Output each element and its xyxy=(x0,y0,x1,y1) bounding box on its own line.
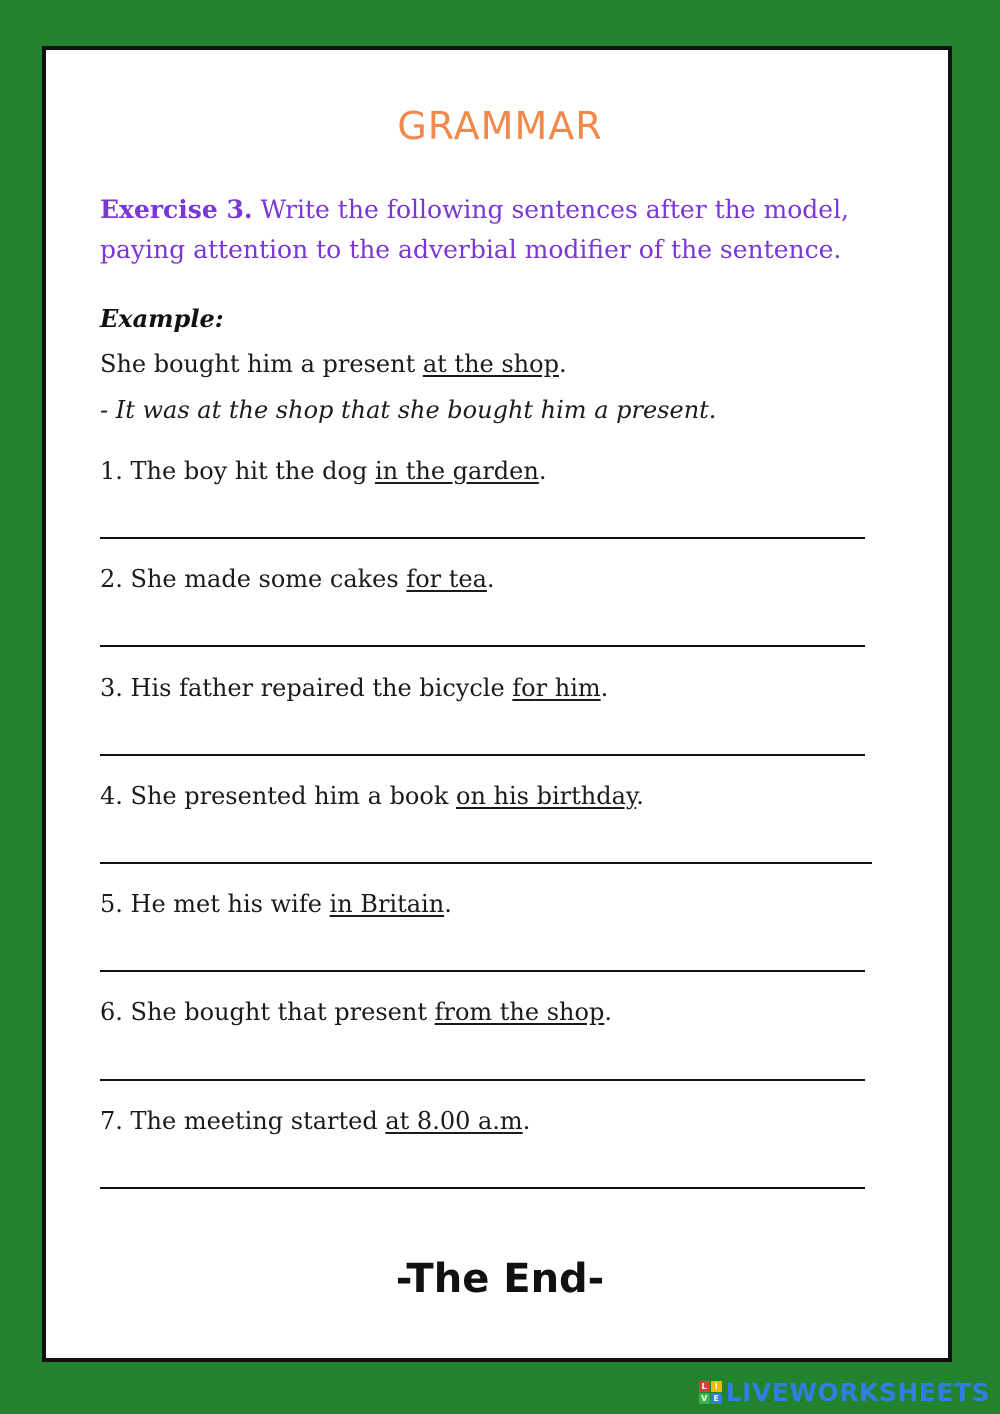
the-end-footer: -The End- xyxy=(395,1256,605,1302)
exercise-item-6: 6. She bought that present from the shop. xyxy=(100,998,612,1026)
liveworksheets-logo-icon: L I V E xyxy=(699,1381,722,1404)
underlined-phrase: for tea xyxy=(406,565,487,593)
answer-line-3[interactable] xyxy=(100,754,865,756)
underlined-phrase: in the garden xyxy=(374,457,539,485)
exercise-item-4: 4. She presented him a book on his birthday. xyxy=(100,782,644,810)
exercise-label: Exercise 3. xyxy=(100,195,253,224)
underlined-phrase: on his birthday xyxy=(456,782,637,810)
example-underlined-phrase: at the shop xyxy=(422,350,559,378)
answer-line-4[interactable] xyxy=(100,862,872,864)
exercise-item-2: 2. She made some cakes for tea. xyxy=(100,565,495,593)
answer-line-5[interactable] xyxy=(100,970,865,972)
answer-line-2[interactable] xyxy=(100,645,865,647)
answer-line-1[interactable] xyxy=(100,537,865,539)
exercise-item-3: 3. His father repaired the bicycle for him. xyxy=(100,674,609,702)
underlined-phrase: for him xyxy=(512,674,601,702)
underlined-phrase: from the shop xyxy=(434,998,605,1026)
example-answer: - It was at the shop that she bought him a present. xyxy=(100,396,717,424)
exercise-item-1: 1. The boy hit the dog in the garden. xyxy=(100,457,547,485)
liveworksheets-watermark xyxy=(699,1378,990,1407)
page-title: GRAMMAR xyxy=(397,104,603,148)
instruction-line-1: Write the following sentences after the model, xyxy=(252,195,850,224)
watermark-text: LIVEWORKSHEETS xyxy=(725,1378,990,1407)
exercise-item-5: 5. He met his wife in Britain. xyxy=(100,890,452,918)
instruction-line-2: paying attention to the adverbial modifier of the sentence. xyxy=(100,235,842,264)
underlined-phrase: in Britain xyxy=(329,890,445,918)
underlined-phrase: at 8.00 a.m xyxy=(385,1107,523,1135)
answer-line-7[interactable] xyxy=(100,1187,865,1189)
example-sentence: She bought him a present at the shop. xyxy=(100,350,567,378)
exercise-item-7: 7. The meeting started at 8.00 a.m. xyxy=(100,1107,531,1135)
answer-line-6[interactable] xyxy=(100,1079,865,1081)
example-label: Example: xyxy=(100,304,224,333)
exercise-instruction xyxy=(100,190,910,270)
